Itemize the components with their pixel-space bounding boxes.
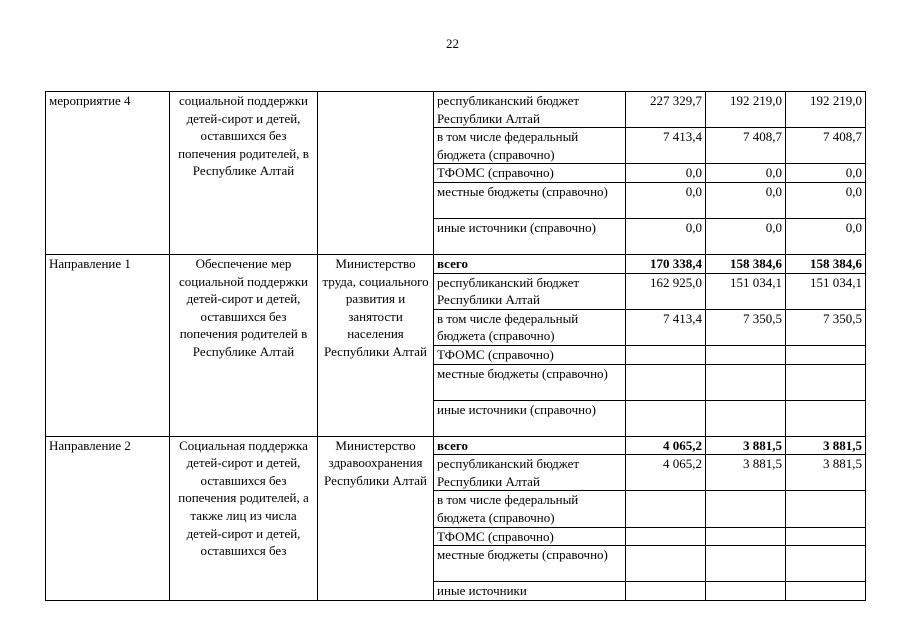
funding-source: ТФОМС (справочно)	[434, 527, 626, 546]
row-label: Направление 2	[46, 436, 170, 600]
value-cell	[706, 546, 786, 582]
value-cell: 0,0	[786, 164, 866, 183]
value-cell: 158 384,6	[786, 254, 866, 273]
funding-source: ТФОМС (справочно)	[434, 164, 626, 183]
value-cell	[706, 364, 786, 400]
value-cell: 0,0	[706, 182, 786, 218]
value-cell	[786, 345, 866, 364]
value-cell: 3 881,5	[786, 436, 866, 455]
measure-description: Социальная поддержка детей-сирот и детей, оставшихся без попечения родителей, а также лиц из числа детей-сирот и детей, оставшихся без	[170, 436, 318, 600]
value-cell: 0,0	[786, 182, 866, 218]
funding-source: иные источники	[434, 582, 626, 601]
funding-source: в том числе федеральный бюджета (справочно)	[434, 491, 626, 527]
budget-table	[45, 91, 866, 601]
value-cell	[706, 345, 786, 364]
page-number: 22	[446, 36, 459, 51]
measure-description: социальной поддержки детей-сирот и детей, оставшихся без попечения родителей, в Республике Алтай	[170, 92, 318, 255]
funding-source: в том числе федеральный бюджета (справочно)	[434, 309, 626, 345]
funding-source: всего	[434, 436, 626, 455]
value-cell: 0,0	[706, 164, 786, 183]
value-cell: 151 034,1	[786, 273, 866, 309]
funding-source: местные бюджеты (справочно)	[434, 546, 626, 582]
value-cell: 7 350,5	[706, 309, 786, 345]
funding-source: ТФОМС (справочно)	[434, 345, 626, 364]
value-cell	[626, 527, 706, 546]
value-cell	[626, 582, 706, 601]
value-cell: 3 881,5	[786, 455, 866, 491]
value-cell: 151 034,1	[706, 273, 786, 309]
value-cell: 158 384,6	[706, 254, 786, 273]
value-cell	[626, 345, 706, 364]
funding-source: иные источники (справочно)	[434, 218, 626, 254]
value-cell: 4 065,2	[626, 455, 706, 491]
measure-description: Обеспечение мер социальной поддержки детей-сирот и детей, оставшихся без попечения родителей в Республике Алтай	[170, 254, 318, 436]
value-cell	[626, 400, 706, 436]
value-cell: 3 881,5	[706, 436, 786, 455]
value-cell: 7 413,4	[626, 128, 706, 164]
value-cell: 3 881,5	[706, 455, 786, 491]
value-cell	[786, 364, 866, 400]
value-cell: 227 329,7	[626, 92, 706, 128]
funding-source: местные бюджеты (справочно)	[434, 364, 626, 400]
table-row	[46, 92, 866, 128]
value-cell: 7 408,7	[786, 128, 866, 164]
value-cell: 7 350,5	[786, 309, 866, 345]
executor: Министерство труда, социального развития и занятости населения Республики Алтай	[318, 254, 434, 436]
value-cell: 0,0	[626, 218, 706, 254]
value-cell	[706, 400, 786, 436]
value-cell: 192 219,0	[706, 92, 786, 128]
value-cell	[626, 364, 706, 400]
funding-source: в том числе федеральный бюджета (справочно)	[434, 128, 626, 164]
value-cell	[626, 546, 706, 582]
row-label: мероприятие 4	[46, 92, 170, 255]
funding-source: всего	[434, 254, 626, 273]
value-cell: 4 065,2	[626, 436, 706, 455]
funding-source: местные бюджеты (справочно)	[434, 182, 626, 218]
value-cell	[786, 582, 866, 601]
value-cell: 162 925,0	[626, 273, 706, 309]
executor: Министерство здравоохранения Республики Алтай	[318, 436, 434, 600]
value-cell	[786, 546, 866, 582]
value-cell	[706, 491, 786, 527]
value-cell: 7 413,4	[626, 309, 706, 345]
funding-source: иные источники (справочно)	[434, 400, 626, 436]
value-cell: 192 219,0	[786, 92, 866, 128]
value-cell: 0,0	[626, 182, 706, 218]
value-cell: 7 408,7	[706, 128, 786, 164]
value-cell	[706, 527, 786, 546]
executor	[318, 92, 434, 255]
value-cell	[626, 491, 706, 527]
row-label: Направление 1	[46, 254, 170, 436]
value-cell: 0,0	[706, 218, 786, 254]
table-row	[46, 436, 866, 455]
funding-source: республиканский бюджет Республики Алтай	[434, 92, 626, 128]
table-row	[46, 254, 866, 273]
value-cell: 170 338,4	[626, 254, 706, 273]
value-cell: 0,0	[626, 164, 706, 183]
funding-source: республиканский бюджет Республики Алтай	[434, 455, 626, 491]
value-cell	[786, 527, 866, 546]
value-cell	[786, 400, 866, 436]
value-cell: 0,0	[786, 218, 866, 254]
value-cell	[786, 491, 866, 527]
value-cell	[706, 582, 786, 601]
funding-source: республиканский бюджет Республики Алтай	[434, 273, 626, 309]
